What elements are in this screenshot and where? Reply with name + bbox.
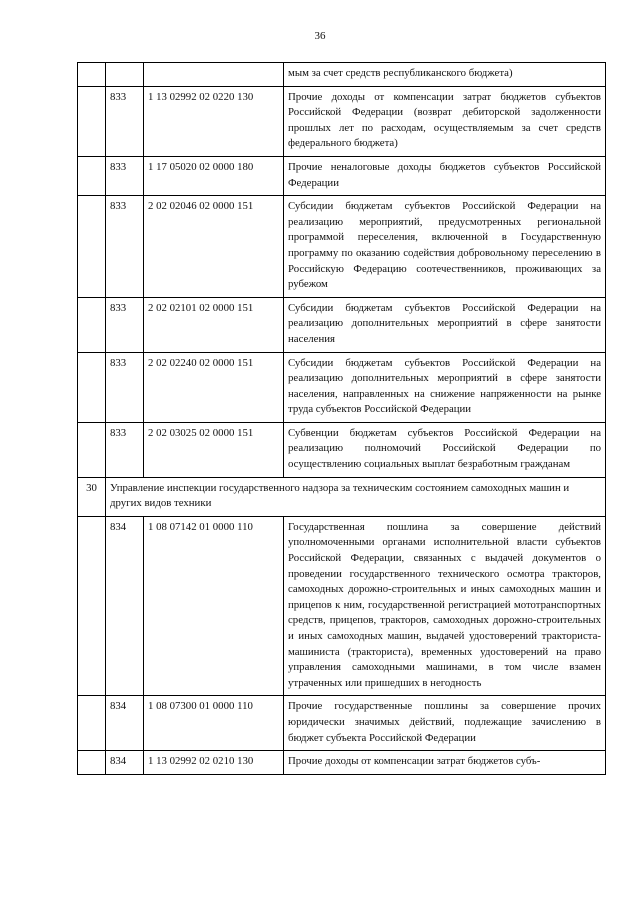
row-index-cell (78, 422, 106, 477)
row-index-cell (78, 751, 106, 775)
admin-code-cell: 833 (106, 156, 144, 195)
admin-code-cell: 834 (106, 696, 144, 751)
row-index-cell (78, 352, 106, 422)
section-row (78, 477, 606, 516)
description-cell: Государственная пошлина за совершение действий уполномоченными органами исполнительной власти субъектов Российской Федерации, связанных с выдачей документов о проведении государственного технического осмотра тракторов, самоходных дорожно-строительных и иных самоходных машин и прицепов к ним, государственной регистрацией мототранспортных средств, прицепов, тракторов, самоходных дорожно-строительных и иных самоходных машин, выдачей удостоверений тракториста-машиниста (тракториста), временных удостоверений на право управления самоходными машинами, в том числе взамен утраченных или пришедших в негодность (284, 516, 606, 696)
revenue-code-cell: 1 13 02992 02 0220 130 (144, 86, 284, 156)
row-index-cell (78, 63, 106, 87)
table-row (78, 516, 606, 696)
table-row (78, 297, 606, 352)
row-index-cell (78, 86, 106, 156)
admin-code-cell: 834 (106, 751, 144, 775)
revenue-code-cell: 1 17 05020 02 0000 180 (144, 156, 284, 195)
description-cell: Прочие доходы от компенсации затрат бюджетов субъ- (284, 751, 606, 775)
description-cell: Субсидии бюджетам субъектов Российской Федерации на реализацию дополнительных мероприятий в сфере занятости населения, направленных на снижение напряженности на рынке труда субъектов Российской Федерации (284, 352, 606, 422)
table-row (78, 751, 606, 775)
row-index-cell (78, 156, 106, 195)
table-row (78, 156, 606, 195)
revenue-code-cell (144, 63, 284, 87)
description-cell: Субсидии бюджетам субъектов Российской Федерации на реализацию дополнительных мероприятий в сфере занятости населения (284, 297, 606, 352)
description-cell: Субвенции бюджетам субъектов Российской Федерации на реализацию полномочий Российской Федерации по осуществлению социальных выплат безработным гражданам (284, 422, 606, 477)
table-row (78, 86, 606, 156)
row-index-cell (78, 297, 106, 352)
revenue-code-cell: 1 13 02992 02 0210 130 (144, 751, 284, 775)
table-row (78, 196, 606, 298)
description-cell: Прочие государственные пошлины за совершение прочих юридически значимых действий, подлежащие зачислению в бюджет субъекта Российской Федерации (284, 696, 606, 751)
description-cell: Прочие неналоговые доходы бюджетов субъектов Российской Федерации (284, 156, 606, 195)
revenue-code-cell: 2 02 02240 02 0000 151 (144, 352, 284, 422)
row-index-cell (78, 696, 106, 751)
admin-code-cell: 834 (106, 516, 144, 696)
description-cell: Прочие доходы от компенсации затрат бюджетов субъектов Российской Федерации (возврат дебиторской задолженности прошлых лет по расходам, осуществляемым за счет средств федерального бюджета) (284, 86, 606, 156)
description-cell: Субсидии бюджетам субъектов Российской Федерации на реализацию мероприятий, предусмотренных региональной программой переселения, включенной в Государственную программу по оказанию содействия добровольному переселению в Российскую Федерацию соотечественников, проживающих за рубежом (284, 196, 606, 298)
admin-code-cell: 833 (106, 422, 144, 477)
admin-code-cell: 833 (106, 86, 144, 156)
revenue-code-cell: 2 02 02101 02 0000 151 (144, 297, 284, 352)
section-title: Управление инспекции государственного надзора за техническим состоянием самоходных машин и других видов техники (106, 477, 606, 516)
row-index-cell (78, 516, 106, 696)
admin-code-cell: 833 (106, 297, 144, 352)
description-cell: мым за счет средств республиканского бюджета) (284, 63, 606, 87)
table-row (78, 352, 606, 422)
admin-code-cell: 833 (106, 352, 144, 422)
page-number: 36 (314, 30, 326, 42)
section-index: 30 (78, 477, 106, 516)
revenue-code-cell: 2 02 02046 02 0000 151 (144, 196, 284, 298)
revenue-code-cell: 1 08 07142 01 0000 110 (144, 516, 284, 696)
admin-code-cell: 833 (106, 196, 144, 298)
revenue-codes-table (77, 62, 606, 775)
revenue-code-cell: 1 08 07300 01 0000 110 (144, 696, 284, 751)
table-row (78, 422, 606, 477)
revenue-code-cell: 2 02 03025 02 0000 151 (144, 422, 284, 477)
table-row (78, 696, 606, 751)
table-row (78, 63, 606, 87)
admin-code-cell (106, 63, 144, 87)
row-index-cell (78, 196, 106, 298)
